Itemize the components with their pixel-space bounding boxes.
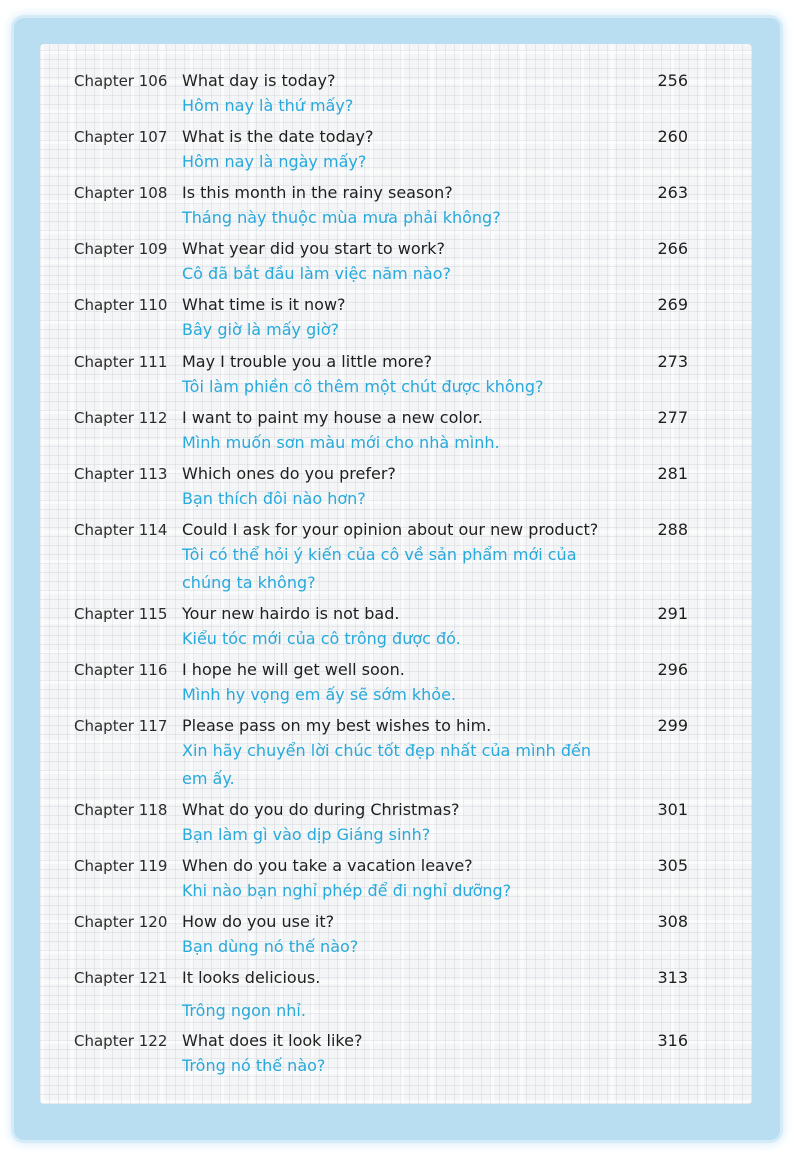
chapter-title: Your new hairdo is not bad. bbox=[182, 604, 400, 623]
chapter-title: What does it look like? bbox=[182, 1031, 363, 1050]
chapter-title-vietnamese: Hôm nay là ngày mấy? bbox=[182, 152, 367, 171]
page-number: 299 bbox=[657, 716, 688, 735]
page-number: 301 bbox=[657, 800, 688, 819]
chapter-title-vietnamese: Trông nó thế nào? bbox=[182, 1056, 326, 1075]
chapter-title: Is this month in the rainy season? bbox=[182, 183, 453, 202]
chapter-title: What year did you start to work? bbox=[182, 239, 445, 258]
chapter-number: Chapter 107 bbox=[74, 128, 168, 146]
chapter-title: May I trouble you a little more? bbox=[182, 352, 433, 371]
page-number: 269 bbox=[657, 295, 688, 314]
chapter-title-vietnamese: Xin hãy chuyển lời chúc tốt đẹp nhất của mình đến bbox=[182, 741, 591, 760]
chapter-number: Chapter 116 bbox=[74, 661, 168, 679]
chapter-title-vietnamese: Tháng này thuộc mùa mưa phải không? bbox=[182, 208, 501, 227]
chapter-number: Chapter 117 bbox=[74, 717, 168, 735]
chapter-title-vietnamese: chúng ta không? bbox=[182, 573, 316, 592]
chapter-title-vietnamese: Hôm nay là thứ mấy? bbox=[182, 96, 354, 115]
page-number: 266 bbox=[657, 239, 688, 258]
chapter-number: Chapter 120 bbox=[74, 913, 168, 931]
chapter-number: Chapter 115 bbox=[74, 605, 168, 623]
page-number: 313 bbox=[657, 968, 688, 987]
chapter-number: Chapter 114 bbox=[74, 521, 168, 539]
chapter-title-vietnamese: Bạn thích đôi nào hơn? bbox=[182, 489, 366, 508]
chapter-title: I want to paint my house a new color. bbox=[182, 408, 483, 427]
chapter-number: Chapter 122 bbox=[74, 1032, 168, 1050]
chapter-title-vietnamese: em ấy. bbox=[182, 769, 235, 788]
chapter-number: Chapter 110 bbox=[74, 296, 168, 314]
chapter-title-vietnamese: Bạn dùng nó thế nào? bbox=[182, 937, 359, 956]
chapter-title: What do you do during Christmas? bbox=[182, 800, 460, 819]
chapter-number: Chapter 106 bbox=[74, 72, 168, 90]
page-number: 277 bbox=[657, 408, 688, 427]
chapter-title-vietnamese: Khi nào bạn nghỉ phép để đi nghỉ dưỡng? bbox=[182, 881, 512, 900]
page-number: 256 bbox=[657, 71, 688, 90]
chapter-title-vietnamese: Mình hy vọng em ấy sẽ sớm khỏe. bbox=[182, 685, 457, 704]
chapter-title: What is the date today? bbox=[182, 127, 374, 146]
chapter-number: Chapter 109 bbox=[74, 240, 168, 258]
chapter-title-vietnamese: Cô đã bắt đầu làm việc năm nào? bbox=[182, 264, 452, 283]
page-number: 281 bbox=[657, 464, 688, 483]
page-number: 296 bbox=[657, 660, 688, 679]
page-number: 291 bbox=[657, 604, 688, 623]
chapter-title: Could I ask for your opinion about our new product? bbox=[182, 520, 599, 539]
chapter-number: Chapter 118 bbox=[74, 801, 168, 819]
chapter-title-vietnamese: Bây giờ là mấy giờ? bbox=[182, 320, 339, 339]
chapter-number: Chapter 121 bbox=[74, 969, 168, 987]
chapter-number: Chapter 113 bbox=[74, 465, 168, 483]
chapter-title-vietnamese: Kiểu tóc mới của cô trông được đó. bbox=[182, 629, 461, 648]
page-number: 273 bbox=[657, 352, 688, 371]
page-number: 305 bbox=[657, 856, 688, 875]
chapter-number: Chapter 119 bbox=[74, 857, 168, 875]
chapter-title: Which ones do you prefer? bbox=[182, 464, 396, 483]
chapter-title-vietnamese: Tôi có thể hỏi ý kiến của cô về sản phẩm mới của bbox=[182, 545, 577, 564]
page-number: 308 bbox=[657, 912, 688, 931]
page-number: 288 bbox=[657, 520, 688, 539]
chapter-title: It looks delicious. bbox=[182, 968, 321, 987]
chapter-title-vietnamese: Trông ngon nhỉ. bbox=[182, 1001, 306, 1020]
chapter-title-vietnamese: Mình muốn sơn màu mới cho nhà mình. bbox=[182, 433, 500, 452]
page-number: 263 bbox=[657, 183, 688, 202]
chapter-number: Chapter 108 bbox=[74, 184, 168, 202]
chapter-title: When do you take a vacation leave? bbox=[182, 856, 473, 875]
chapter-number: Chapter 111 bbox=[74, 353, 168, 371]
chapter-title: What time is it now? bbox=[182, 295, 346, 314]
page-number: 316 bbox=[657, 1031, 688, 1050]
chapter-title: I hope he will get well soon. bbox=[182, 660, 405, 679]
page-number: 260 bbox=[657, 127, 688, 146]
chapter-title: What day is today? bbox=[182, 71, 336, 90]
chapter-title: How do you use it? bbox=[182, 912, 335, 931]
chapter-title: Please pass on my best wishes to him. bbox=[182, 716, 492, 735]
chapter-title-vietnamese: Tôi làm phiền cô thêm một chút được không? bbox=[182, 377, 544, 396]
chapter-number: Chapter 112 bbox=[74, 409, 168, 427]
chapter-title-vietnamese: Bạn làm gì vào dịp Giáng sinh? bbox=[182, 825, 431, 844]
